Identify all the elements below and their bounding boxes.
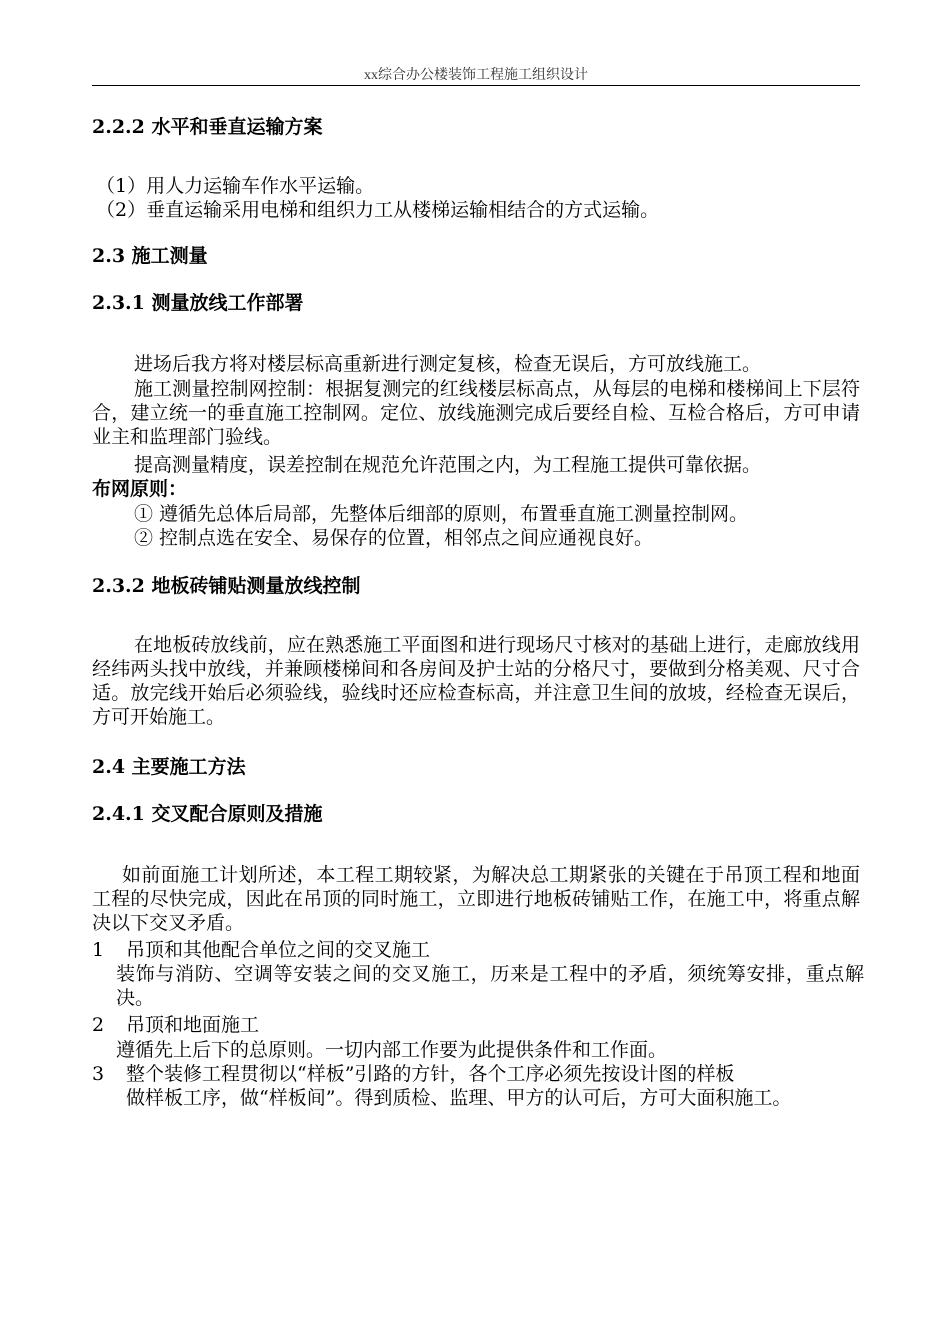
coordination-item-1-body: 装饰与消防、空调等安装之间的交叉施工，历来是工程中的矛盾，须统筹安排，重点解决。 (116, 963, 864, 1009)
heading-2-3-1: 2.3.1 测量放线工作部署 (92, 292, 304, 314)
transport-item-1: （1）用人力运输车作水平运输。 (96, 175, 375, 197)
survey-paragraph-3: 提高测量精度，误差控制在规范允许范围之内，为工程施工提供可靠依据。 (134, 454, 762, 476)
tile-layout-paragraph: 在地板砖放线前，应在熟悉施工平面图和进行现场尺寸核对的基础上进行，走廊放线用经纬两头找中放线，并兼顾楼梯间和各房间及护士站的分格尺寸，要做到分格美观、尺寸合适。放完线开始后必须验线，验线时还应检查标高，并注意卫生间的放坡，经检查无误后，方可开始施工。 (92, 634, 860, 728)
heading-2-2-2: 2.2.2 水平和垂直运输方案 (92, 116, 323, 138)
heading-2-3: 2.3 施工测量 (92, 245, 208, 267)
heading-2-4-1: 2.4.1 交叉配合原则及措施 (92, 803, 323, 825)
coordination-item-1-number: 1 (92, 939, 105, 961)
heading-2-3-2: 2.3.2 地板砖铺贴测量放线控制 (92, 575, 361, 597)
header-divider (92, 85, 860, 86)
coordination-item-3-title: 整个装修工程贯彻以“样板”引路的方针，各个工序必须先按设计图的样板 (126, 1063, 735, 1085)
coordination-item-2-number: 2 (92, 1014, 105, 1036)
coordination-item-1-title: 吊顶和其他配合单位之间的交叉施工 (126, 939, 431, 961)
page-header-title: xx综合办公楼装饰工程施工组织设计 (364, 68, 588, 83)
survey-paragraph-2: 施工测量控制网控制：根据复测完的红线楼层标高点，从每层的电梯和楼梯间上下层符合，建立统一的垂直施工控制网。定位、放线施测完成后要经自检、互检合格后，方可申请业主和监理部门验线。 (92, 378, 860, 448)
coordination-item-2-title: 吊顶和地面施工 (126, 1014, 260, 1036)
principle-item-2: ② 控制点选在安全、易保存的位置，相邻点之间应通视良好。 (134, 527, 654, 549)
coordination-paragraph: 如前面施工计划所述，本工程工期较紧，为解决总工期紧张的关键在于吊顶工程和地面工程的尽快完成，因此在吊顶的同时施工，立即进行地板砖铺贴工作，在施工中，将重点解决以下交叉矛盾。 (92, 864, 860, 934)
principle-label: 布网原则： (92, 478, 188, 500)
transport-item-2: （2）垂直运输采用电梯和组织力工从楼梯运输相结合的方式运输。 (96, 199, 660, 221)
survey-paragraph-1: 进场后我方将对楼层标高重新进行测定复核，检查无误后，方可放线施工。 (134, 353, 762, 375)
principle-item-1: ① 遵循先总体后局部，先整体后细部的原则，布置垂直施工测量控制网。 (134, 503, 749, 525)
coordination-item-3-body: 做样板工序，做“样板间”。得到质检、监理、甲方的认可后，方可大面积施工。 (126, 1087, 792, 1109)
coordination-item-3-number: 3 (92, 1063, 105, 1085)
coordination-item-2-body: 遵循先上后下的总原则。一切内部工作要为此提供条件和工作面。 (116, 1039, 668, 1061)
heading-2-4: 2.4 主要施工方法 (92, 756, 246, 778)
